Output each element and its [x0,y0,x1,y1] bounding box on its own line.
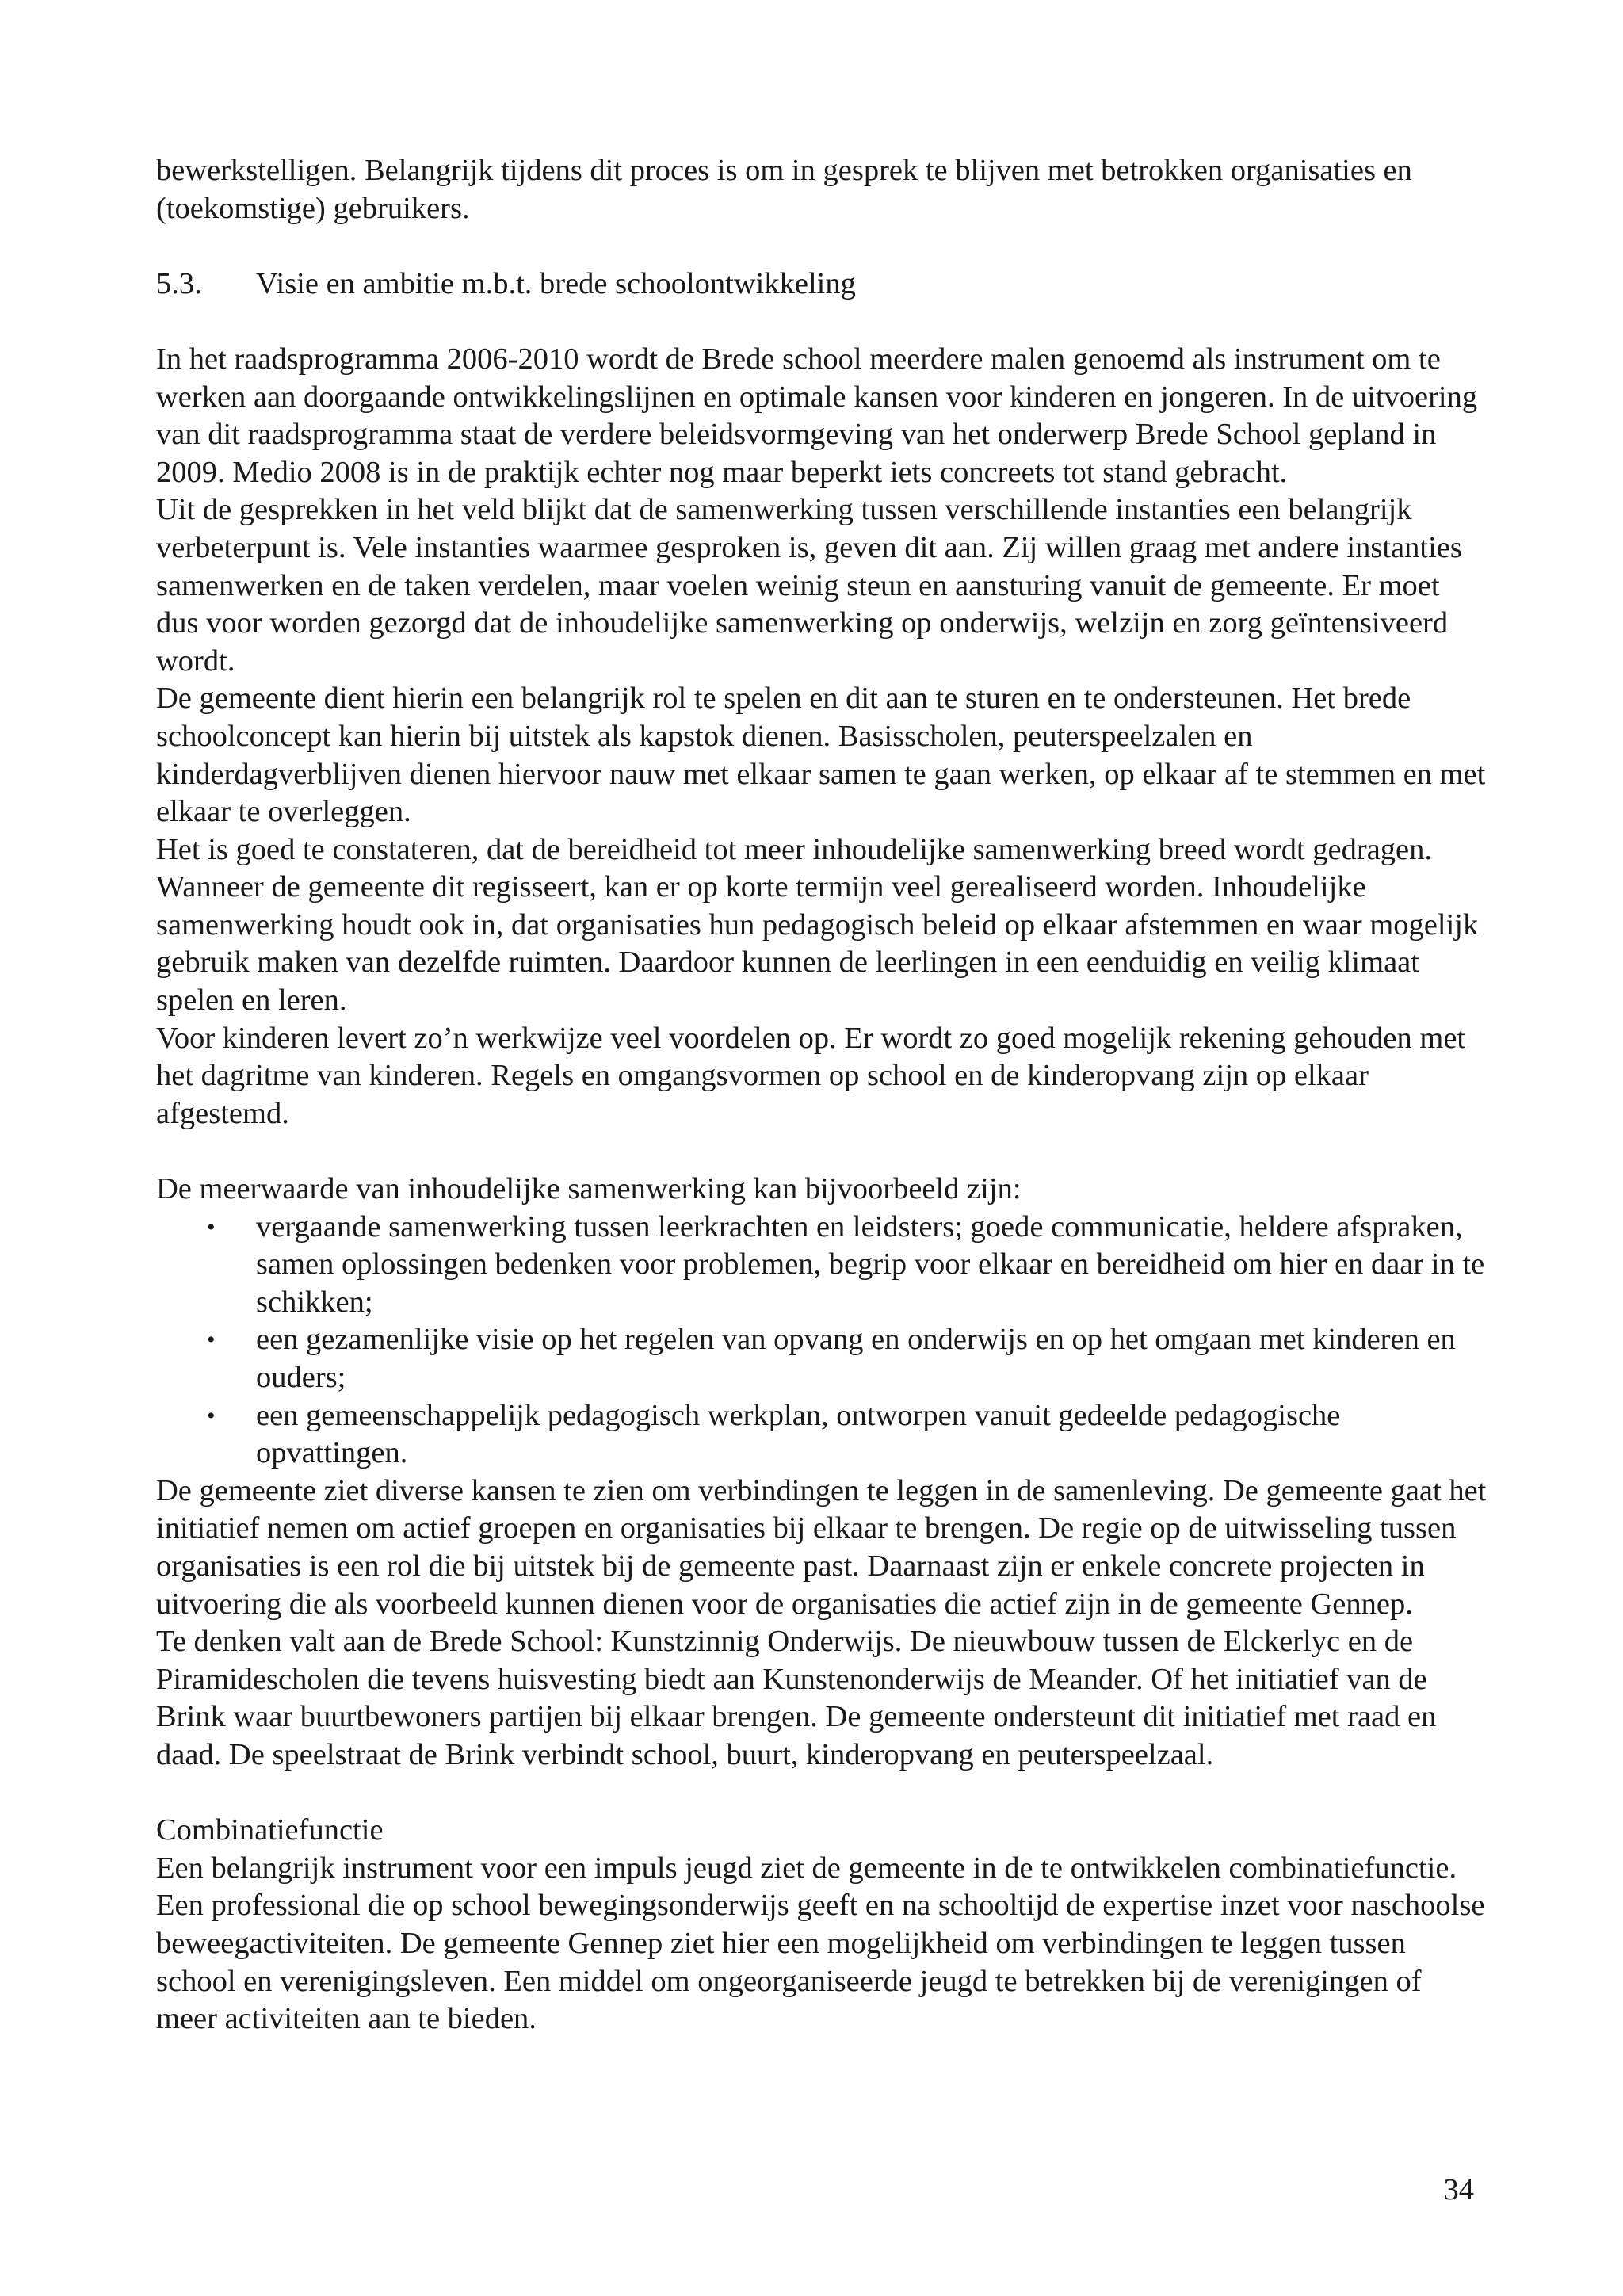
body-paragraph: De gemeente dient hierin een belangrijk rol te spelen en dit aan te sturen en te ondersteunen. Het brede schoolconcept kan hierin bij uitstek als kapstok dienen. Basisscholen, peuterspeelzalen en kinderdagverblijven dienen hiervoor nauw met elkaar samen te gaan werken, op elkaar af te stemmen en met elkaar te overleggen. [156,682,1486,829]
spacer [156,303,1487,341]
list-item-text: een gezamenlijke visie op het regelen van opvang en onderwijs en op het omgaan met kinderen en ouders; [256,1323,1456,1394]
spacer [156,227,1487,266]
subsection-title: Combinatiefunctie [156,1813,384,1847]
list-item [156,1209,1487,1322]
body-paragraph: Uit de gesprekken in het veld blijkt dat de samenwerking tussen verschillende instanties een belangrijk verbeterpunt is. Vele instanties waarmee gesproken is, geven dit aan. Zij willen graag met andere instanties samenwerken en de taken verdelen, maar voelen weinig steun en aansturing vanuit de gemeente. Er moet dus voor worden gezorgd dat de inhoudelijke samenwerking op onderwijs, welzijn en zorg geïntensiveerd wordt. [156,493,1462,678]
intro-paragraph: bewerkstelligen. Belangrijk tijdens dit proces is om in gesprek te blijven met betrokken organisaties en (toekomstige) gebruikers. [156,154,1412,225]
list-item-text: een gemeenschappelijk pedagogisch werkplan, ontworpen vanuit gedeelde pedagogische opvattingen. [256,1398,1341,1470]
list-item [156,1397,1487,1473]
benefits-list [156,1209,1487,1473]
body-paragraph: Voor kinderen levert zo’n werkwijze veel voordelen op. Er wordt zo goed mogelijk rekening gehouden met het dagritme van kinderen. Regels en omgangsvormen op school en de kinderopvang zijn op elkaar afgestemd. [156,1021,1466,1130]
document-page [156,152,1487,2038]
body-paragraph: Het is goed te constateren, dat de bereidheid tot meer inhoudelijke samenwerking breed wordt gedragen. Wanneer de gemeente dit regisseert, kan er op korte termijn veel gerealiseerd worden. Inhoudelijke samenwerking houdt ook in, dat organisaties hun pedagogisch beleid op elkaar afstemmen en waar mogelijk gebruik maken van dezelfde ruimten. Daardoor kunnen de leerlingen in een eenduidig en veilig klimaat spelen en leren. [156,832,1479,1018]
body-paragraph: De gemeente ziet diverse kansen te zien om verbindingen te leggen in de samenleving. De gemeente gaat het initiatief nemen om actief groepen en organisaties bij elkaar te brengen. De regie op de uitwisseling tussen organisaties is een rol die bij uitstek bij de gemeente past. Daarnaast zijn er enkele concrete projecten in uitvoering die als voorbeeld kunnen dienen voor de organisaties die actief zijn in de gemeente Gennep. [156,1473,1487,1621]
spacer [156,1133,1487,1171]
body-paragraph: In het raadsprogramma 2006-2010 wordt de Brede school meerdere malen genoemd als instrument om te werken aan doorgaande ontwikkelingslijnen en optimale kansen voor kinderen en jongeren. In de uitvoering van dit raadsprogramma staat de verdere beleidsvormgeving van het onderwerp Brede School gepland in 2009. Medio 2008 is in de praktijk echter nog maar beperkt iets concreets tot stand gebracht. [156,342,1478,489]
bullet-icon: • [207,1402,216,1429]
list-item-text: vergaande samenwerking tussen leerkrachten en leidsters; goede communicatie, heldere afspraken, samen oplossingen bedenken voor problemen, begrip voor elkaar en bereidheid om hier en daar in te schikken; [256,1209,1485,1319]
bullet-icon: • [207,1213,216,1240]
page-number: 34 [1443,2173,1474,2206]
body-paragraph: Te denken valt aan de Brede School: Kunstzinnig Onderwijs. De nieuwbouw tussen de Elckerlyc en de Piramidescholen die tevens huisvesting biedt aan Kunstenonderwijs de Meander. Of het initiatief van de Brink waar buurtbewoners partijen bij elkaar brengen. De gemeente ondersteunt dit initiatief met raad en daad. De speelstraat de Brink verbindt school, buurt, kinderopvang en peuterspeelzaal. [156,1625,1437,1771]
bullet-icon: • [207,1327,216,1354]
subsection-text: Een belangrijk instrument voor een impuls jeugd ziet de gemeente in de te ontwikkelen combinatiefunctie. Een professional die op school bewegingsonderwijs geeft en na schooltijd de expertise inzet voor naschoolse beweegactiviteiten. De gemeente Gennep ziet hier een mogelijkheid om verbindingen te leggen tussen school en verenigingsleven. Een middel om ongeorganiseerde jeugd te betrekken bij de verenigingen of meer activiteiten aan te bieden. [156,1851,1485,2036]
section-heading [156,266,1487,304]
list-intro: De meerwaarde van inhoudelijke samenwerking kan bijvoorbeeld zijn: [156,1172,1022,1206]
spacer [156,1775,1487,1813]
list-item [156,1321,1487,1396]
section-number: 5.3. [156,266,202,300]
section-title: Visie en ambitie m.b.t. brede schoolontwikkeling [256,266,856,300]
